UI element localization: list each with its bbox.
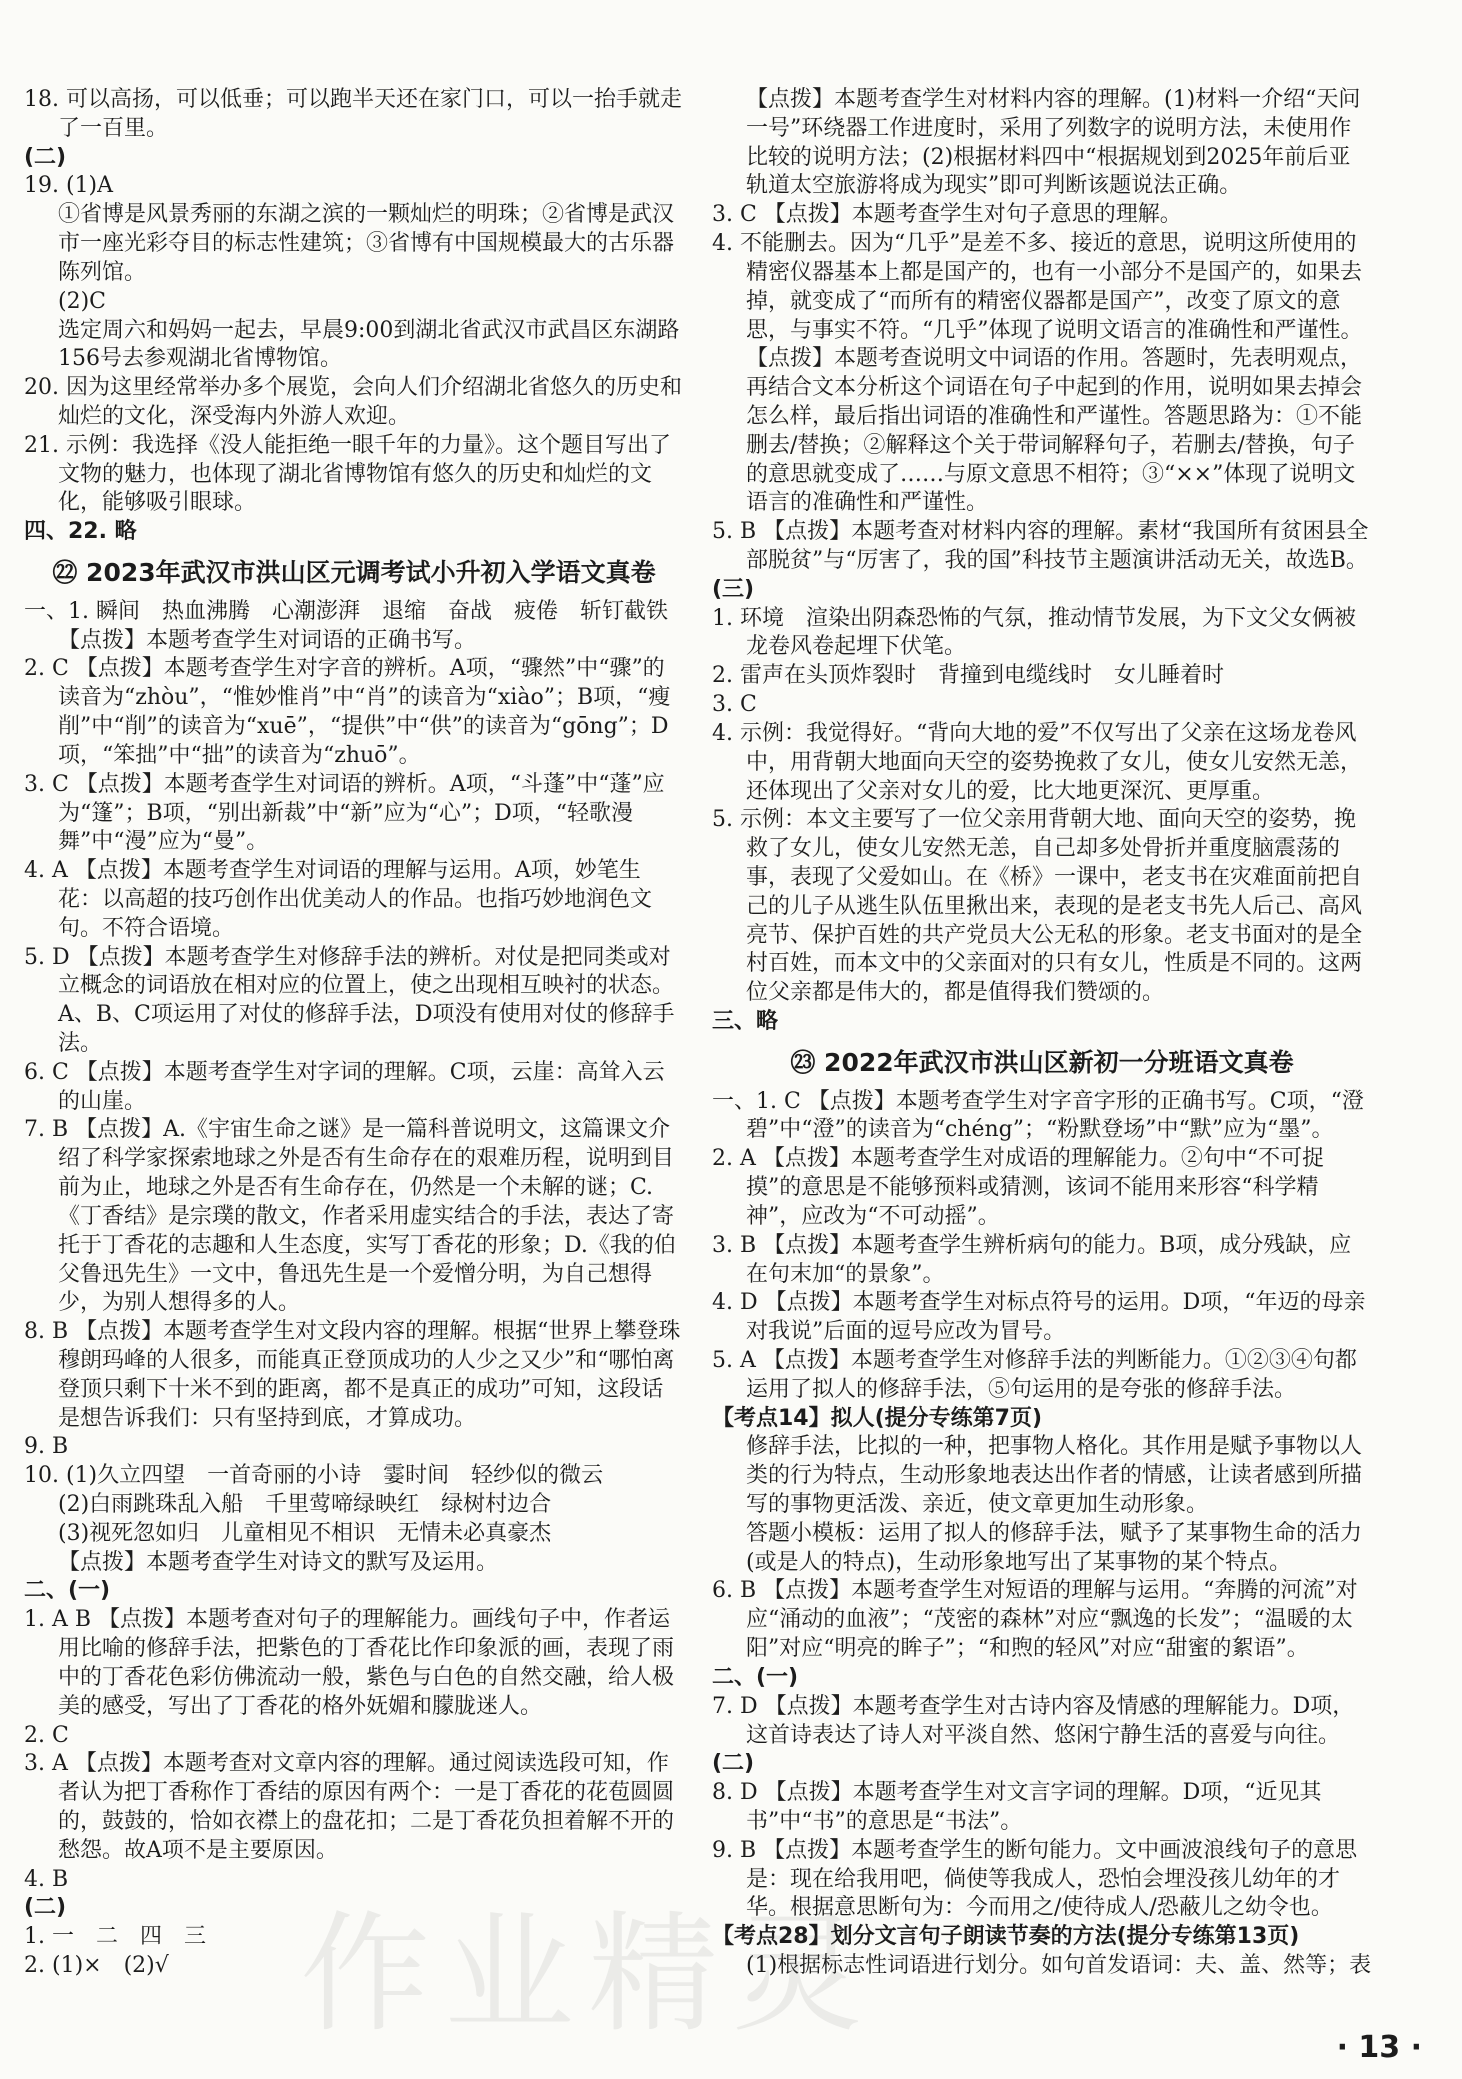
exam-heading: ㉒ 2023年武汉市洪山区元调考试小升初入学语文真卷 (52, 558, 656, 587)
answer-text: 选定周六和妈妈一起去，早晨9:00到湖北省武汉市武昌区东湖路156号去参观湖北省博物馆。 (58, 317, 680, 372)
section-label: 三、略 (712, 1009, 779, 1034)
answer-item: 8. B 【点拨】本题考查学生对文段内容的理解。根据“世界上攀登珠穆朗玛峰的人很多，而能真正登顶成功的人少之又少”和“哪怕离登顶只剩下十米不到的距离，都不是真正的成功”可知，这段话是想告诉我们：只有坚持到底，才算成功。 (24, 1319, 681, 1431)
answer-item: 7. B 【点拨】A.《宇宙生命之谜》是一篇科普说明文，这篇课文介绍了科学家探索地球之外是否有生命存在的艰难历程，说明到目前为止，地球之外是否有生命存在，仍然是一个未解的谜；C.《丁香结》是宗璞的散文，作者采用虚实结合的手法，表达了寄托于丁香花的志趣和人生态度，实写丁香花的形象；D.《我的伯父鲁迅先生》一文中，鲁迅先生是一个爱憎分明，为自己想得少，为别人想得多的人。 (24, 1117, 676, 1316)
keypoint-title: 【考点28】划分文言句子朗读节奏的方法(提分专练第13页) (712, 1924, 1300, 1950)
watermark: 作业精灵 (300, 1898, 877, 2050)
right-column (712, 86, 1372, 1981)
answer-item: 7. D 【点拨】本题考查学生对古诗内容及情感的理解能力。D项，这首诗表达了诗人对平淡自然、悠闲宁静生活的喜爱与向往。 (712, 1693, 1355, 1748)
answer-item: 19. (1)A (24, 173, 114, 199)
answer-text: 答题小模板：运用了拟人的修辞手法，赋予了某事物生命的活力(或是人的特点)，生动形象地写出了某事物的某个特点。 (746, 1520, 1363, 1575)
answer-item: 4. D 【点拨】本题考查学生对标点符号的运用。D项，“年迈的母亲对我说”后面的逗号应改为冒号。 (712, 1290, 1366, 1345)
exam-heading: ㉓ 2022年武汉市洪山区新初一分班语文真卷 (790, 1047, 1294, 1077)
answer-item: 5. A 【点拨】本题考查学生对修辞手法的判断能力。①②③④句都运用了拟人的修辞手法，⑤句运用的是夸张的修辞手法。 (712, 1347, 1357, 1402)
answer-item: 一、1. C 【点拨】本题考查学生对字音字形的正确书写。C项，“澄碧”中“澄”的读音为“chéng”；“粉默登场”中“默”应为“墨”。 (712, 1088, 1364, 1143)
answer-item: 9. B 【点拨】本题考查学生的断句能力。文中画波浪线句子的意思是：现在给我用吧，倘使等我成人，恐怕会埋没孩儿幼年的才华。根据意思断句为：今而用之/使待成人/恐蔽儿之幼令也。 (712, 1837, 1358, 1921)
answer-item: 2. C (24, 1722, 69, 1748)
answer-item: 4. 不能删去。因为“几乎”是差不多、接近的意思，说明这所使用的精密仪器基本上都是国产的，也有一小部分不是国产的，如果去掉，就变成了“而所有的精密仪器都是国产”，改变了原文的意思，与事实不符。“几乎”体现了说明文语言的准确性和严谨性。 (712, 231, 1363, 343)
page-number: · 13 · (1336, 2030, 1422, 2065)
answer-text: (3)视死忽如归 儿童相见不相识 无情未必真豪杰 (58, 1520, 552, 1546)
section-label: 二、(一) (24, 1578, 111, 1604)
answer-item: 4. A 【点拨】本题考查学生对词语的理解与运用。A项，妙笔生花：以高超的技巧创作出优美动人的作品。也指巧妙地润色文句。不符合语境。 (24, 858, 653, 941)
answer-item: 2. A 【点拨】本题考查学生对成语的理解能力。②句中“不可捉摸”的意思是不能够预料或猜测，该词不能用来形容“科学精神”，应改为“不可动摇”。 (712, 1146, 1325, 1229)
answer-item: 8. D 【点拨】本题考查学生对文言字词的理解。D项，“近见其书”中“书”的意思是“书法”。 (712, 1780, 1322, 1834)
answer-item: 21. 示例：我选择《没人能拒绝一眼千年的力量》。这个题目写出了文物的魅力，也体现了湖北省博物馆有悠久的历史和灿烂的文化，能够吸引眼球。 (24, 432, 671, 516)
answer-item: 6. C 【点拨】本题考查学生对字词的理解。C项，云崖：高耸入云的山崖。 (24, 1059, 665, 1114)
section-label: (二) (24, 1895, 67, 1921)
answer-item: 1. 环境 渲染出阴森恐怖的气氛，推动情节发展，为下文父女俩被龙卷风卷起埋下伏笔。 (712, 605, 1356, 660)
answer-item: 20. 因为这里经常举办多个展览，会向人们介绍湖北省悠久的历史和灿烂的文化，深受海内外游人欢迎。 (24, 375, 682, 429)
answer-item: 2. (1)× (2)√ (24, 1953, 169, 1978)
answer-item: 1. A B 【点拨】本题考查对句子的理解能力。画线句子中，作者运用比喻的修辞手法，把紫色的丁香花比作印象派的画，表现了雨中的丁香花色彩仿佛流动一般，紫色与白色的自然交融，给人极美的感受，写出了丁香花的格外妩媚和朦胧迷人。 (24, 1607, 675, 1719)
answer-text: 【点拨】本题考查学生对材料内容的理解。(1)材料一介绍“天问一号”环绕器工作进度时，采用了列数字的说明方法，未使用作比较的说明方法；(2)根据材料四中“根据规划到2025年前后亚轨道太空旅游将成为现实”即可判断该题说法正确。 (746, 87, 1361, 199)
answer-item: 4. B (24, 1866, 69, 1892)
answer-text: 【点拨】本题考查说明文中词语的作用。答题时，先表明观点，再结合文本分析这个词语在句子中起到的作用，说明如果去掉会怎么样，最后指出词语的准确性和严谨性。答题思路为：①不能删去/替换；②解释这个关于带词解释句子，若删去/替换，句子的意思就变成了……与原文意思不相符；③“××”体现了说明文语言的准确性和严谨性。 (746, 346, 1363, 516)
answer-item: 18. 可以高扬，可以低垂；可以跑半天还在家门口，可以一抬手就走了一百里。 (24, 87, 682, 141)
answer-item: 1. 一 二 四 三 (24, 1924, 206, 1950)
answer-item: 4. 示例：我觉得好。“背向大地的爱”不仅写出了父亲在这场龙卷风中，用背朝大地面向天空的姿势挽救了女儿，使女儿安然无恙，还体现出了父亲对女儿的爱，比大地更深沉、更厚重。 (712, 720, 1363, 804)
answer-item: 3. B 【点拨】本题考查学生辨析病句的能力。B项，成分残缺，应在句末加“的景象”。 (712, 1232, 1352, 1287)
section-label: 二、(一) (712, 1664, 799, 1690)
answer-item: 10. (1)久立四望 一首奇丽的小诗 霎时间 轻纱似的微云 (24, 1463, 604, 1489)
answer-item: 5. B 【点拨】本题考查对材料内容的理解。素材“我国所有贫困县全部脱贫”与“厉害了，我的国”科技节主题演讲活动无关，故选B。 (712, 519, 1369, 573)
answer-text: (2)C (58, 288, 106, 314)
section-label: 四、22. 略 (24, 519, 137, 545)
answer-text: (1)根据标志性词语进行划分。如句首发语词：夫、盖、然等；表 (746, 1953, 1372, 1978)
answer-item: 一、1. 瞬间 热血沸腾 心潮澎湃 退缩 奋战 疲倦 斩钉截铁 (24, 598, 668, 624)
answer-item: 9. B (24, 1434, 69, 1460)
answer-item: 5. D 【点拨】本题考查学生对修辞手法的辨析。对仗是把同类或对立概念的词语放在相对应的位置上，使之出现相互映衬的状态。A、B、C项运用了对仗的修辞手法，D项没有使用对仗的修辞手法。 (24, 944, 675, 1056)
answer-item: 2. 雷声在头顶炸裂时 背撞到电缆线时 女儿睡着时 (712, 663, 1224, 689)
answer-item: 3. C (712, 692, 757, 718)
answer-item: 3. C 【点拨】本题考查学生对句子意思的理解。 (712, 202, 1182, 228)
answer-item: 3. C 【点拨】本题考查学生对词语的辨析。A项，“斗蓬”中“蓬”应为“篷”；B项，“别出新裁”中“新”应为“心”；D项，“轻歌漫舞”中“漫”应为“曼”。 (24, 771, 665, 855)
answer-text: ①省博是风景秀丽的东湖之滨的一颗灿烂的明珠；②省博是武汉市一座光彩夺目的标志性建筑；③省博有中国规模最大的古乐器陈列馆。 (58, 202, 675, 285)
left-column (24, 86, 684, 1981)
answer-item: 6. B 【点拨】本题考查学生对短语的理解与运用。“奔腾的河流”对应“涌动的血液”；“茂密的森林”对应“飘逸的长发”；“温暖的太阳”对应“明亮的眸子”；“和煦的轻风”对应“甜蜜的絮语”。 (712, 1578, 1358, 1662)
answer-text: 【点拨】本题考查学生对诗文的默写及运用。 (58, 1549, 499, 1575)
answer-text: (2)白雨跳珠乱入船 千里莺啼绿映红 绿树村边合 (58, 1492, 552, 1517)
answer-text: 修辞手法，比拟的一种，把事物人格化。其作用是赋予事物以人类的行为特点，生动形象地表达出作者的情感，让读者感到所描写的事物更活泼、亲近，使文章更加生动形象。 (746, 1434, 1363, 1517)
answer-item: 5. 示例：本文主要写了一位父亲用背朝大地、面向天空的姿势，挽救了女儿，使女儿安然无恙，自己却多处骨折并重度脑震荡的事，表现了父爱如山。在《桥》一课中，老支书在灾难面前把自己的儿子从逃生队伍里揪出来，表现的是老支书先人后己、高风亮节、保护百姓的共产党员大公无私的形象。老支书面对的是全村百姓，而本文中的父亲面对的只有女儿，性质是不同的。这两位父亲都是伟大的，都是值得我们赞颂的。 (712, 807, 1363, 1006)
answer-text: 【点拨】本题考查学生对词语的正确书写。 (58, 627, 477, 653)
section-label: (二) (712, 1751, 755, 1777)
keypoint-title: 【考点14】拟人(提分专练第7页) (712, 1405, 1043, 1431)
section-label: (三) (712, 576, 755, 602)
section-label: (二) (24, 144, 67, 170)
answer-item: 3. A 【点拨】本题考查对文章内容的理解。通过阅读选段可知，作者认为把丁香称作丁香结的原因有两个：一是丁香花的花苞圆圆的，鼓鼓的，恰如衣襟上的盘花扣；二是丁香花负担着解不开的愁怨。故A项不是主要原因。 (24, 1751, 675, 1863)
answer-item: 2. C 【点拨】本题考查学生对字音的辨析。A项，“骤然”中“骤”的读音为“zhòu”，“惟妙惟肖”中“肖”的读音为“xiào”；B项，“瘦削”中“削”的读音为“xuē”，“提供”中“供”的读音为“gōng”；D项，“笨拙”中“拙”的读音为“zhuō”。 (24, 656, 671, 768)
